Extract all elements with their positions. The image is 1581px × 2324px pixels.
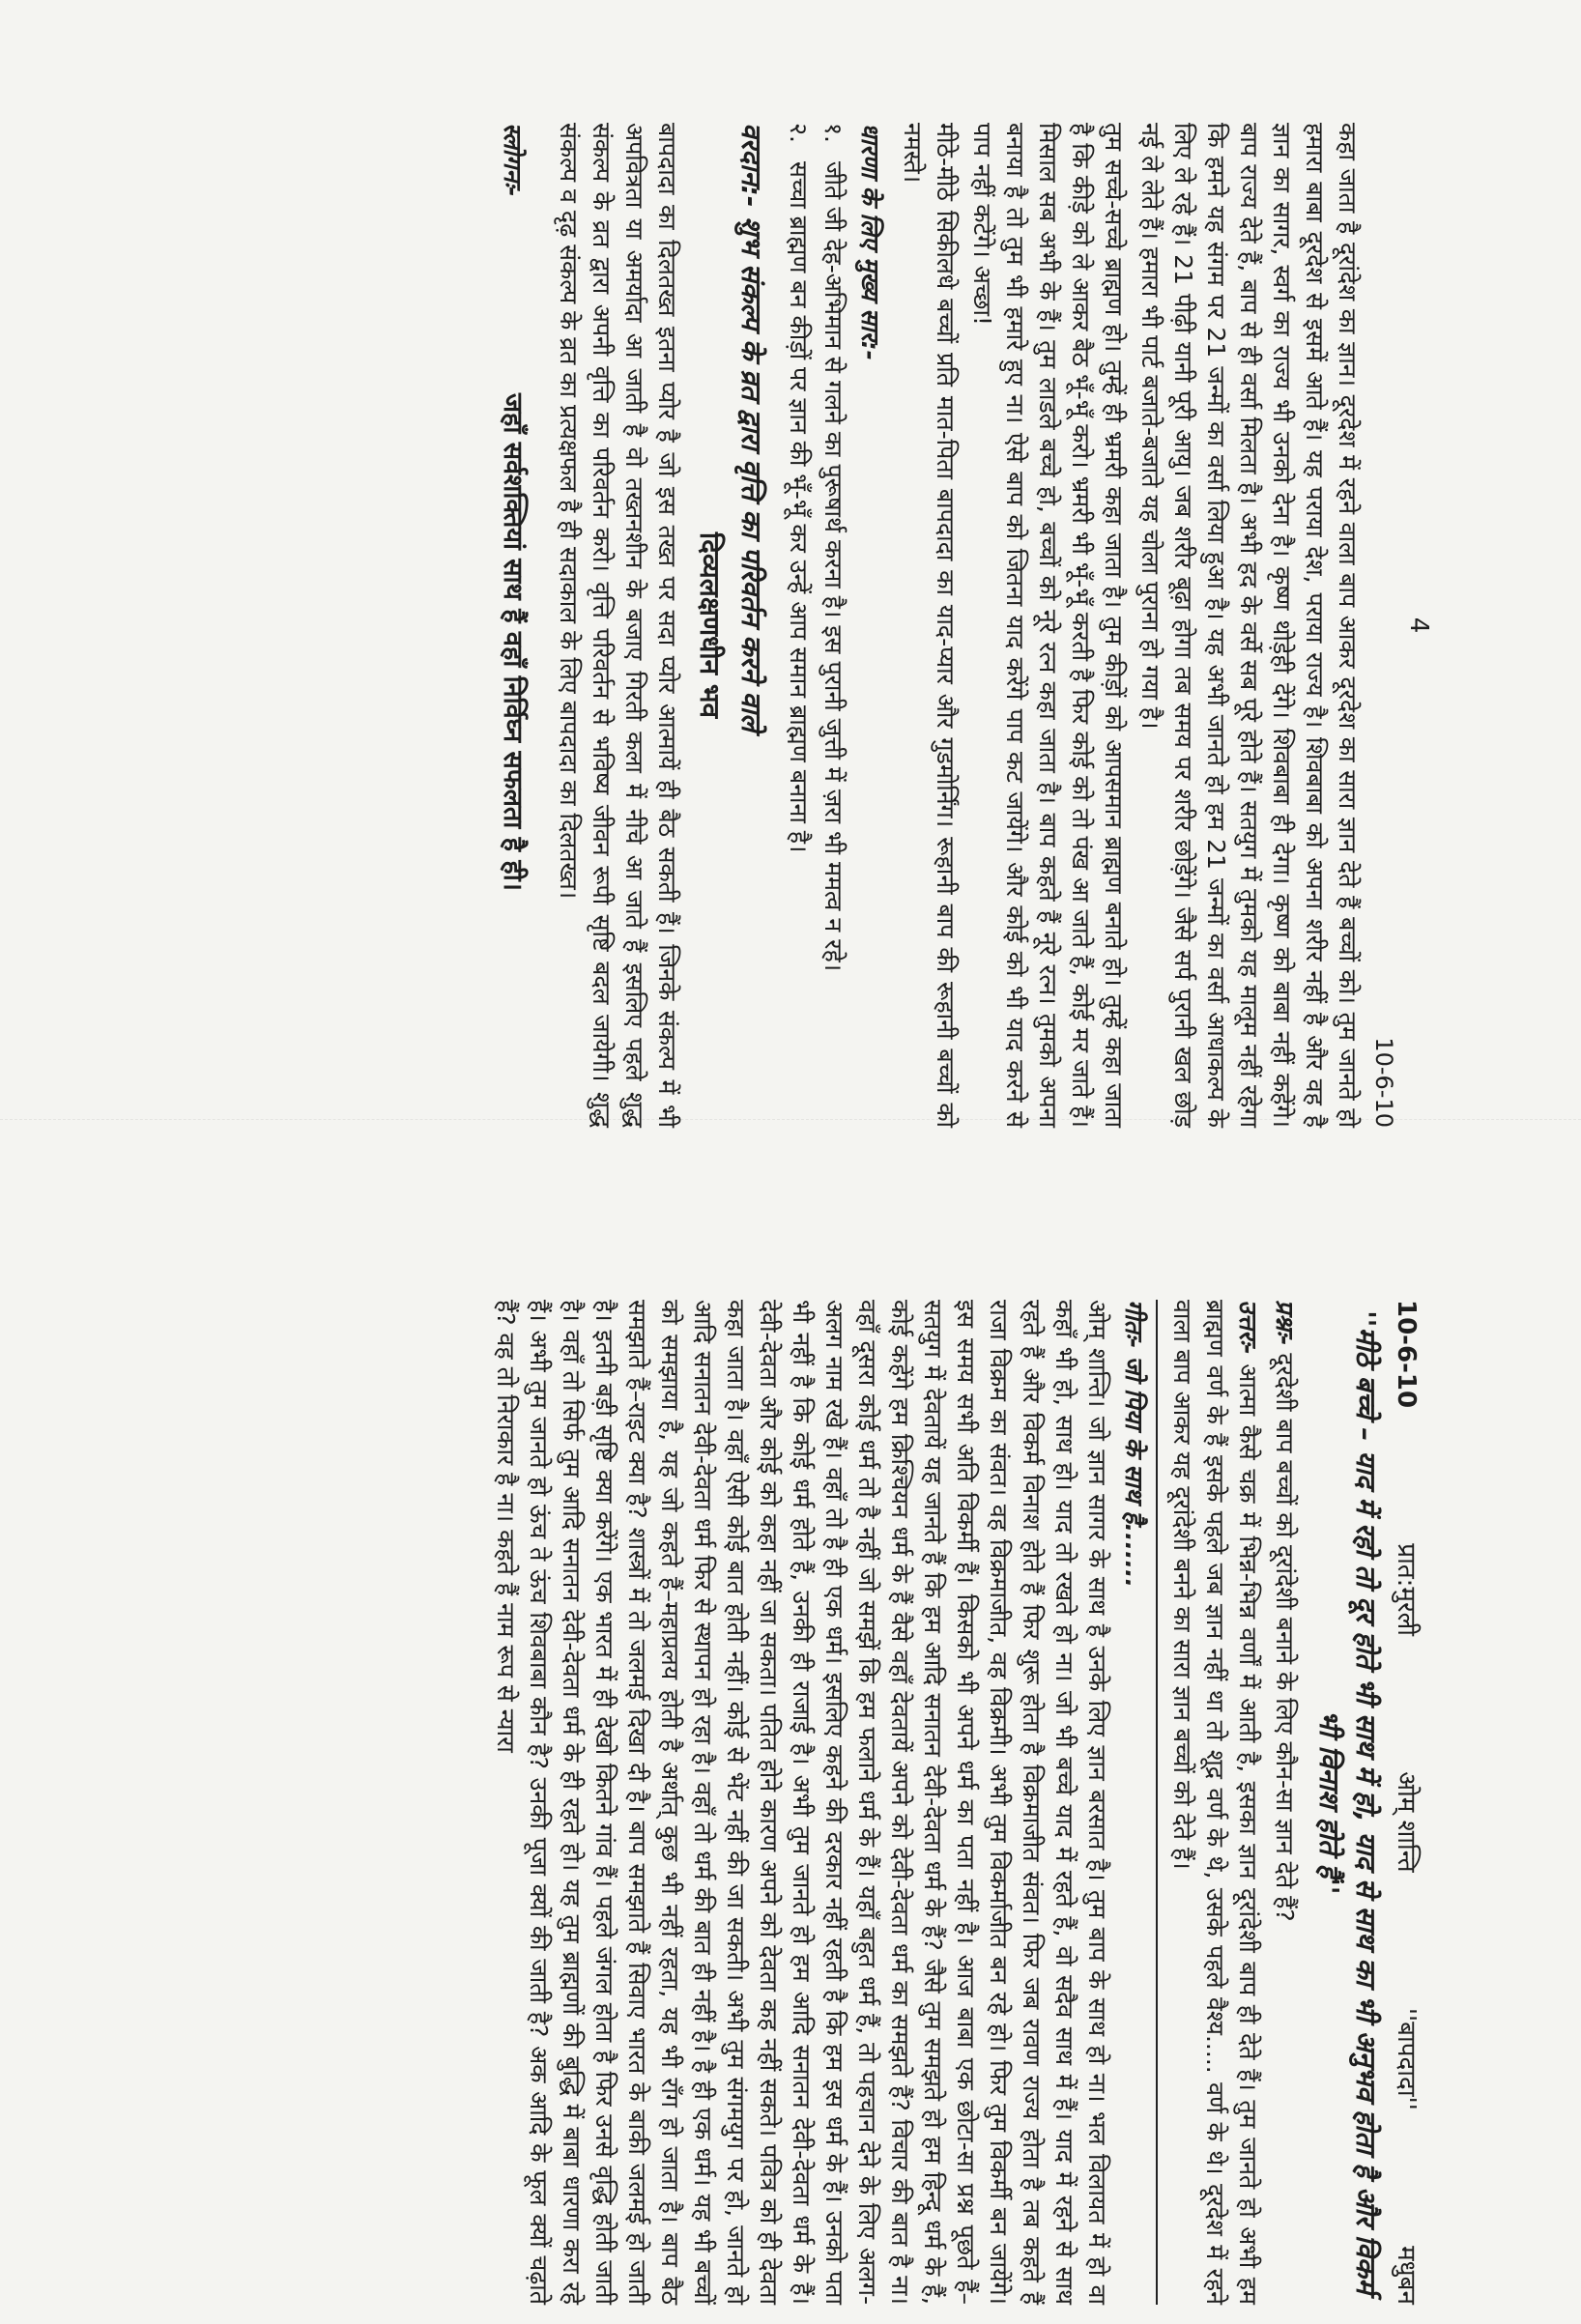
- body-paragraph-2: तुम सच्चे-सच्चे ब्राह्मण हो। तुम्हें ही भ्रमरी कहा जाता है। तुम कीड़ों को आपसमान ब्राह्मण बनाते हो। तुम्हें कहा जाता है कि कीड़े को ले आकर बैठ भूँ-भूँ करो। भ्रमरी भी भूँ-भूँ करती है फिर कोई को तो पंख आ जाते हैं, कोई मर जाते हैं। मिसाल सब अभी के हैं। तुम लाडले बच्चे हो, बच्चों को नूरे रत्न कहा जाता है। बाप कहते हैं नूरे रत्न। तुमको अपना बनाया है तो तुम भी हमारे हुए ना। ऐसे बाप को जितना याद करेंगे पाप कट जायेंगे। और कोई को भी याद करने से पाप नहीं कटेंगे। अच्छा!: [968, 123, 1128, 1128]
- vardan-title: शुभ संकल्प के व्रत द्वारा वृत्ति का परिवर्तन करने वाले: [735, 216, 767, 732]
- murli-body: ओम् शान्ति। जो ज्ञान सागर के साथ है उनके लिए ज्ञान बरसात है। तुम बाप के साथ हो ना। भल विलायत में हो वा कहाँ भी हो, साथ हो। याद तो रखते हो ना। जो भी बच्चे याद में रहते हैं, वो सदैव साथ में हैं। याद में रहने से साथ रहते हैं और विकर्म विनाश होते हैं फिर शुरू होता है विक्रमाजीत संवत। फिर जब रावण राज्य होता है तब कहते हैं राजा विक्रम का संवत। वह विक्रमाजीत, वह विक्रमी। अभी तुम विकर्माजीत बन रहे हो। फिर तुम विकर्मी बन जायेंगे। इस समय सभी अति विकर्मी हैं। किसको भी अपने धर्म का पता नहीं है। आज बाबा एक छोटा-सा प्रश्न पूछते हैं–सतयुग में देवतायें यह जानते हैं कि हम आदि सनातन देवी-देवता धर्म के हैं? जैसे तुम समझते हो हम हिन्दू धर्म के हैं, कोई कहेंगे हम क्रिश्चियन धर्म के हैं वैसे वहाँ देवतायें अपने को देवी-देवता धर्म का समझते हैं? विचार की बात है ना। वहाँ दूसरा कोई धर्म तो है नहीं जो समझें कि हम फलाने धर्म के हैं। यहाँ बहुत धर्म हैं, तो पहचान देने के लिए अलग-अलग नाम रखे हैं। वहाँ तो है ही एक धर्म। इसलिए कहने की दरकार नहीं रहती है कि हम इस धर्म के हैं। उनको पता भी नहीं है कि कोई धर्म होते हैं, उनकी ही राजाई है। अभी तुम जानते हो हम आदि सनातन देवी-देवता धर्म के हैं। देवी-देवता और कोई को कहा नहीं जा सकता। पतित होने कारण अपने को देवता कह नहीं सकते। पवित्र को ही देवता कहा जाता है। वहाँ ऐसी कोई बात होती नहीं। कोई से भेंट नहीं की जा सकती। अभी तुम संगमयुग पर हो, जानते हो आदि सनातन देवी-देवता धर्म फिर से स्थापन हो रहा है। वहाँ तो धर्म की बात ही नहीं है। है ही एक धर्म। यह भी बच्चों को समझाया है, यह जो कहते हैं–महाप्रलय होती है अर्थात् कुछ भी नहीं रहता, यह भी राँग हो जाता है। बाप बैठ समझाते हैं–राइट क्या है? शास्त्रों में तो जलमई दिखा दी है। बाप समझाते हैं सिवाए भारत के बाकी जलमई हो जाती है। इतनी बड़ी सृष्टि क्या करेंगे। एक भारत में ही देखो कितने गांव हैं। पहले जंगल होता है फिर उनसे वृद्धि होती जाती है। वहाँ तो सिर्फ तुम आदि सनातन देवी-देवता धर्म के ही रहते हो। यह तुम ब्राह्मणों की बुद्धि में बाबा धारणा करा रहे हैं। अभी तुम जानते हो ऊंच ते ऊंच शिवबाबा कौन है? उनकी पूजा क्यों की जाती है? अक आदि के फूल क्यों चढ़ाते हैं? वह तो निराकार है ना। कहते हैं नाम रूप से न्यारा: [492, 1300, 1111, 2305]
- point-text: जीते जी देह-अभिमान से गलने का पुरूषार्थ करना है। इस पुरानी जुत्ती में ज़रा भी ममत्व न रहे।: [819, 161, 848, 972]
- dharna-point: [817, 123, 849, 1128]
- dharna-point: [782, 123, 815, 1128]
- murli-page-1: [0, 1280, 1430, 2324]
- slogan-label: स्लोगनः-: [499, 123, 527, 197]
- point-number: २.: [785, 123, 813, 143]
- question-label: प्रश्नः-: [1271, 1300, 1299, 1346]
- answer-block: [1165, 1300, 1264, 2305]
- vardan-label: वरदान:-: [735, 123, 767, 208]
- vardan-heading: [732, 123, 770, 1128]
- question-text: दूरदेशी बाप बच्चों को दूरांदेशी बनाने के लिए कौन-सा ज्ञान देते हैं?: [1271, 1353, 1299, 1922]
- vardan-subtitle: दिव्यलक्षणधीन भव: [694, 531, 726, 719]
- geet-label: गीतः-: [1120, 1300, 1148, 1349]
- murli-title: ''मीठे बच्चे – याद में रहो तो दूर होते भी साथ में हो, याद से साथ का भी अनुभव होता है और विकर्म भी विनाश होते हैं'': [1313, 1310, 1382, 2294]
- murli-date: 10-6-10: [1392, 1300, 1421, 1409]
- geet-text: जो पिया के साथ है.......: [1120, 1356, 1148, 1588]
- question-block: [1268, 1300, 1301, 2305]
- murli-header: [1390, 1300, 1423, 2305]
- geet-block: [1117, 1300, 1150, 2305]
- slogan-text: जहाँ सर्वशक्तियां साथ हैं वहाँ निर्विघ्न सफलता है ही।: [498, 393, 528, 891]
- point-number: १.: [819, 123, 848, 143]
- answer-text: आत्मा कैसे चक्र में भिन्न-भिन्न वर्णों में आती है, इसका ज्ञान दूरांदेशी बाप ही देते हैं। तुम जानते हो अभी हम ब्राह्मण वर्ण के हैं इसके पहले जब ज्ञान नहीं था तो शूद्र वर्ण के थे, उसके पहले वैश्य..... वर्ण के थे। दूरदेश में रहने वाला बाप आकर यह दूरांदेशी बनने का सारा ज्ञान बच्चों को देते हैं।: [1168, 1300, 1262, 2305]
- body-paragraph-1: कहा जाता है दूरांदेश का ज्ञान। दूरदेश में रहने वाला बाप आकर दूरदेश का सारा ज्ञान देते हैं बच्चों को। तुम जानते हो हमारा बाबा दूरदेश से इसमें आते हैं। यह पराया देश, पराया राज्य है। शिवबाबा को अपना शरीर नहीं है और वह है ज्ञान का सागर, स्वर्ग का राज्य भी उनको देना है। कृष्ण थोड़ेही देंगे। शिवबाबा ही देगा। कृष्ण को बाबा नहीं कहेंगे। बाप राज्य देते हैं, बाप से ही वर्सा मिलता है। अभी हद के वर्से सब पूरे होते हैं। सतयुग में तुमको यह मालूम नहीं रहेगा कि हमने यह संगम पर 21 जन्मों का वर्सा लिया हुआ है। यह अभी जानते हो हम 21 जन्मों का वर्सा आधाकल्प के लिए ले रहे हैं। 21 पीढ़ी यानी पूरी आयु। जब शरीर बूढ़ा होगा तब समय पर शरीर छोड़ेंगे। जैसे सर्प पुरानी खल छोड़ नई ले लेते हैं। हमारा भी पार्ट बजाते-बजाते यह चोला पुराना हो गया है।: [1136, 123, 1362, 1128]
- body-paragraph-3: मीठे-मीठे सिकीलधे बच्चों प्रति मात-पिता बापदादा का याद-प्यार और गुडमोर्निंग। रूहानी बाप की रूहानी बच्चों को नमस्ते।: [899, 123, 960, 1128]
- murli-type: प्रात:मुरली: [1392, 1543, 1421, 1636]
- bapdada-label: ''बापदादा'': [1392, 2007, 1421, 2110]
- point-text: सच्चा ब्राह्मण बन कीड़ों पर ज्ञान की भूँ-भूँ कर उन्हें आप समान ब्राह्मण बनाना है।: [785, 161, 813, 853]
- page-date: 10-6-10: [1370, 1037, 1397, 1128]
- section-divider: [1156, 1300, 1158, 2305]
- slogan-block: [496, 123, 529, 1128]
- om-shanti-label: ओम् शान्ति: [1392, 1771, 1421, 1873]
- place-label: मधुबन: [1392, 2246, 1421, 2305]
- dharna-heading: धारणा के लिए मुख्य सार:-: [856, 123, 884, 360]
- answer-label: उत्तरः-: [1234, 1300, 1262, 1355]
- vardan-body: बापदादा का दिलतख्त इतना प्योर है जो इस तख्त पर सदा प्योर आत्मायें ही बैठ सकती हैं। जिनके संकल्प में भी अपवित्रता या अमर्यादा आ जाती है वो तख्तनशीन के बजाए गिरती कला में नीचे आ जाते हैं इसलिए पहले शुद्ध संकल्प के व्रत द्वारा अपनी वृत्ति का परिवर्तन करो। वृत्ति परिवर्तन से भविष्य जीवन रूपी सृष्टि बदल जायेगी। शुद्ध संकल्प व दृढ़ संकल्प के व्रत का प्रत्यक्षफल है ही सदाकाल के लिए बापदादा का दिलतख्त।: [555, 123, 681, 1128]
- page-number: 4: [1404, 617, 1433, 634]
- murli-page-4: [13, 103, 1443, 1147]
